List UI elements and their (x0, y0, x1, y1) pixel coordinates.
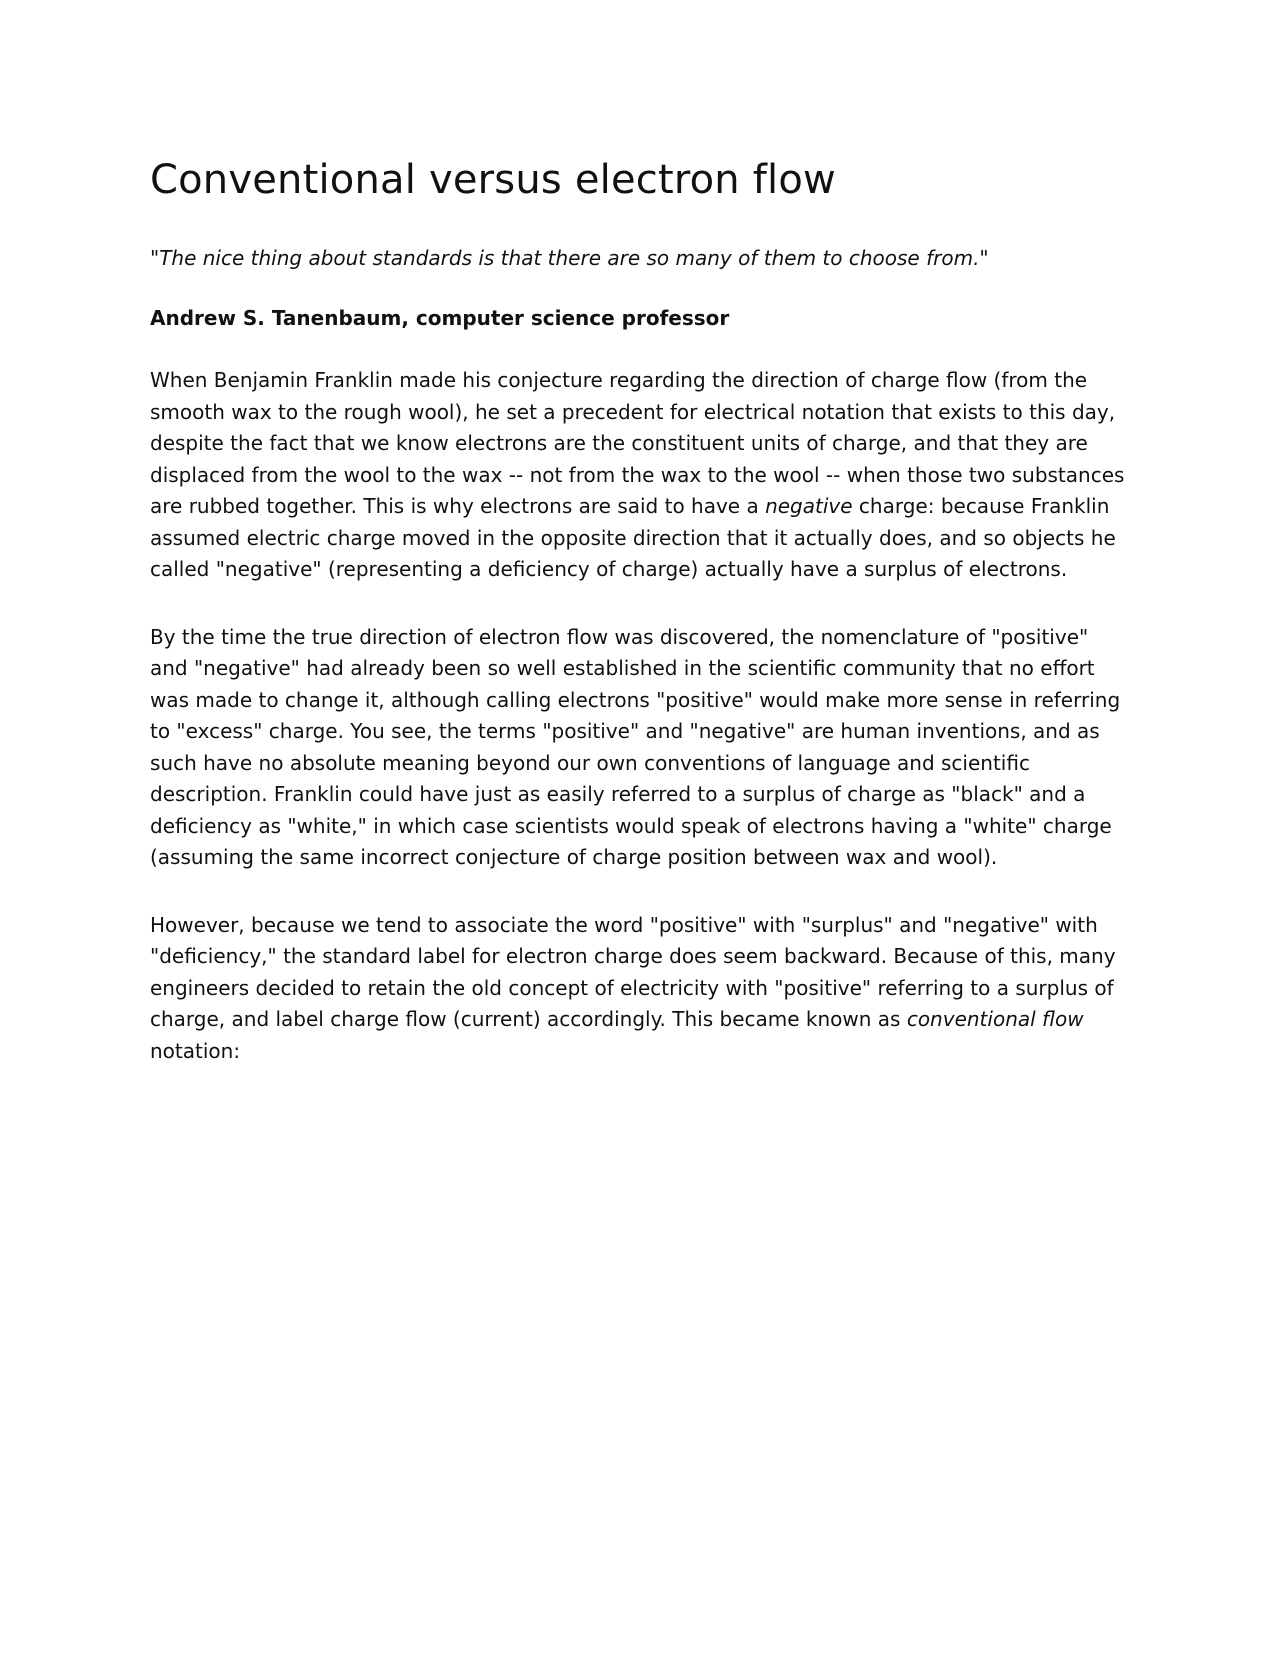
paragraph-text: notation: (150, 1038, 241, 1063)
paragraph-text: charge: because Franklin assumed electric charge moved in the opposite direction that it actually does, and so objects he called "negative" (representing a deficiency of charge) actually have a surplus of electrons. (150, 494, 1116, 581)
paragraph-conventional-flow (150, 910, 1130, 1068)
epigraph-author: Andrew S. Tanenbaum, computer science professor (150, 306, 730, 330)
paragraph-text: When Benjamin Franklin made his conjecture regarding the direction of charge flow (from the smooth wax to the rough wool), he set a precedent for electrical notation that exists to this day, despite the fact that we know electrons are the constituent units of charge, and that they are displaced from the wool to the wax -- not from the wax to the wool -- when those two substances are rubbed together. This is why electrons are said to have a (150, 368, 1125, 518)
paragraph-franklin (150, 365, 1130, 586)
epigraph-quote: "The nice thing about standards is that there are so many of them to choose from." (150, 246, 989, 270)
emphasis-negative: negative (765, 494, 853, 518)
paragraph-text: However, because we tend to associate the word "positive" with "surplus" and "negative" with "deficiency," the standard label for electron charge does seem backward. Because of this, many engineers decided to retain the old concept of electricity with "positive" referring to a surplus of charge, and label charge flow (current) accordingly. This became known as (150, 912, 1116, 1031)
emphasis-conventional-flow: conventional flow (906, 1007, 1084, 1031)
paragraph-nomenclature: By the time the true direction of electron flow was discovered, the nomenclature of "positive" and "negative" had already been so well established in the scientific community that no effort was made to change it, although calling electrons "positive" would make more sense in referring to "excess" charge. You see, the terms "positive" and "negative" are human inventions, and as such have no absolute meaning beyond our own conventions of language and scientific description. Franklin could have just as easily referred to a surplus of charge as "black" and a deficiency as "white," in which case scientists would speak of electrons having a "white" charge (assuming the same incorrect conjecture of charge position between wax and wool). (150, 624, 1121, 869)
page-title: Conventional versus electron flow (150, 157, 836, 203)
document-content (150, 155, 1130, 1067)
